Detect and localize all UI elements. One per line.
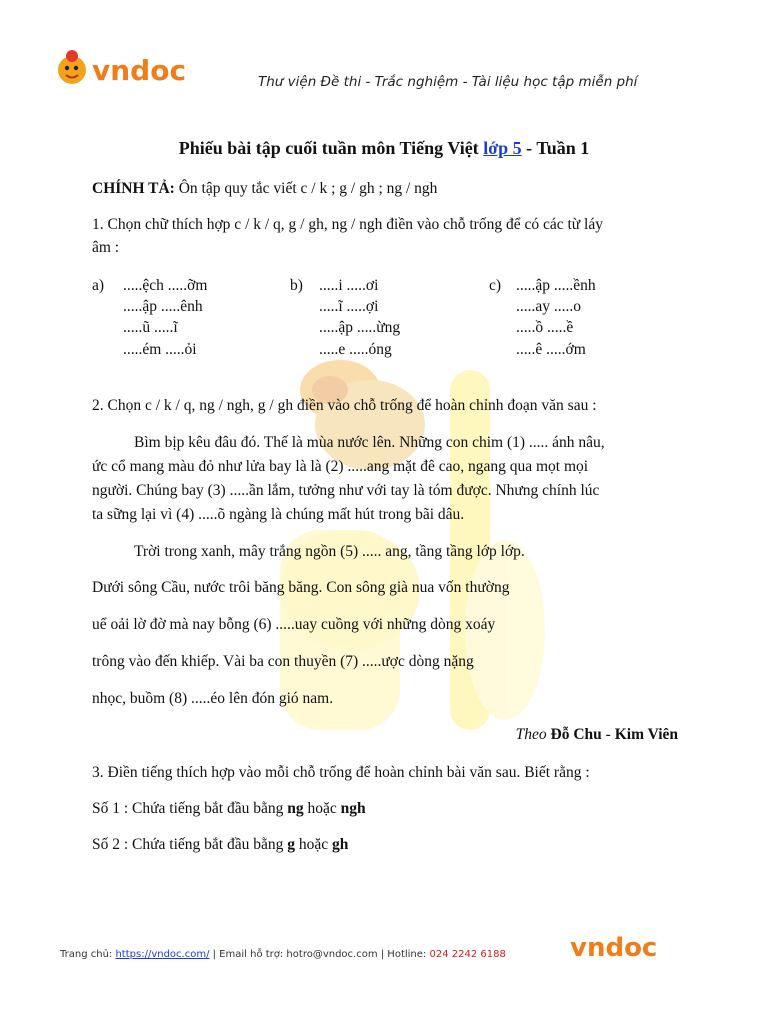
svg-text:vndoc: vndoc — [570, 933, 658, 963]
title-grade-link[interactable]: lớp 5 — [483, 138, 522, 158]
ex1-c-item-3: .....ồ .....ề — [516, 319, 574, 336]
ex1-a-item-2: .....ập .....ênh — [123, 298, 203, 315]
ex2-para2-line1: Trời trong xanh, mây trắng ngồn (5) ..... ang, tầng tầng lớp lớp. — [134, 543, 525, 560]
ex2-para2-line3: uể oải lờ đờ mà nay bỗng (6) .....uay cuồng với những dòng xoáy — [92, 616, 496, 633]
header-tagline: Thư viện Đề thi - Trắc nghiệm - Tài liệu học tập miễn phí — [258, 74, 638, 90]
source-sep: - — [601, 726, 615, 743]
ex1-group-b-label: b) — [290, 277, 303, 294]
page-title — [0, 138, 768, 159]
so1-a: ng — [287, 800, 304, 817]
ex1-b-item-3: .....ập .....ừng — [319, 319, 401, 336]
svg-text:vndoc: vndoc — [92, 54, 187, 87]
ex1-c-item-1: .....ập .....ềnh — [516, 277, 596, 294]
ex1-a-item-3: .....ũ .....ĩ — [123, 319, 178, 336]
ex1-group-a-label: a) — [92, 277, 105, 294]
footer-hotline: 024 2242 6188 — [429, 949, 506, 960]
title-prefix: Phiếu bài tập cuối tuần môn Tiếng Việt — [178, 138, 484, 158]
vndoc-logo[interactable] — [52, 46, 212, 92]
ex2-para1-line4: ta sững lại vì (4) .....õ ngàng là chúng mất hút trong bãi dâu. — [92, 506, 465, 523]
source-prefix: Theo — [515, 726, 551, 743]
footer-vndoc-logo[interactable] — [570, 930, 670, 964]
source-author2: Kim Viên — [614, 726, 678, 743]
ex1-heading-line2: âm : — [92, 239, 120, 256]
ex3-heading: 3. Điền tiếng thích hợp vào mỗi chỗ trống để hoàn chỉnh bài văn sau. Biết rằng : — [92, 764, 590, 781]
so2-mid: hoặc — [294, 836, 332, 853]
ex1-c-item-2: .....ay .....o — [516, 298, 582, 315]
footer-home-label: Trang chủ: — [60, 949, 116, 960]
chinh-ta-label: CHÍNH TẢ: — [92, 180, 175, 197]
footer-home-link[interactable]: https://vndoc.com/ — [115, 949, 210, 960]
ex1-a-item-1: .....ệch .....ỡm — [123, 277, 208, 294]
source-author: Đỗ Chu — [550, 726, 602, 743]
ex2-para2-line2: Dưới sông Cầu, nước trôi băng băng. Con sông già nua vốn thường — [92, 579, 510, 596]
ex2-para2-line4: trông vào đến khiếp. Vài ba con thuyền (7) .....ược dòng nặng — [92, 653, 474, 670]
so1-b: ngh — [340, 800, 366, 817]
title-suffix: - Tuần 1 — [521, 138, 590, 158]
ex1-b-item-2: .....ĩ .....ợi — [319, 298, 379, 315]
ex1-group-c-label: c) — [489, 277, 502, 294]
ex3-so1 — [92, 799, 366, 819]
footer-text — [60, 949, 506, 960]
chinh-ta-text: Ôn tập quy tắc viết c / k ; g / gh ; ng / ngh — [174, 180, 438, 197]
ex1-heading-line1: 1. Chọn chữ thích hợp c / k / q, g / gh, ng / ngh điền vào chỗ trống để có các từ láy — [92, 216, 603, 233]
chinh-ta-line — [92, 179, 437, 199]
footer-email: | Email hỗ trợ: hotro@vndoc.com | Hotline: — [209, 949, 430, 960]
ex3-so2 — [92, 835, 348, 855]
so2-b: gh — [332, 836, 349, 853]
ex2-para1-line3: người. Chúng bay (3) .....ần lắm, tưởng như với tay là tóm được. Nhưng chính lúc — [92, 482, 600, 499]
ex2-para1-line2: ức cổ mang màu đỏ như lửa bay là là (2) .....ang mặt đê cao, ngang qua mọt mọi — [92, 458, 589, 475]
ex1-a-item-4: .....ém .....ỏi — [123, 341, 197, 358]
so1-mid: hoặc — [303, 800, 341, 817]
ex1-c-item-4: .....ê .....ớm — [516, 341, 586, 358]
so2-a: g — [287, 836, 295, 853]
ex2-para2-line5: nhọc, buồm (8) .....éo lên đón gió nam. — [92, 690, 334, 707]
so2-prefix: Số 2 : Chứa tiếng bắt đầu bằng — [92, 836, 288, 853]
ex1-b-item-4: .....e .....óng — [319, 341, 392, 358]
so1-prefix: Số 1 : Chứa tiếng bắt đầu bằng — [92, 800, 288, 817]
ex2-para1-line1: Bìm bịp kêu đâu đó. Thế là mùa nước lên. Những con chim (1) ..... ánh nâu, — [134, 434, 605, 451]
ex2-heading: 2. Chọn c / k / q, ng / ngh, g / gh điền vào chỗ trống để hoàn chỉnh đoạn văn sau : — [92, 397, 597, 414]
ex1-b-item-1: .....i .....ơi — [319, 277, 379, 294]
ex2-source — [516, 725, 678, 745]
